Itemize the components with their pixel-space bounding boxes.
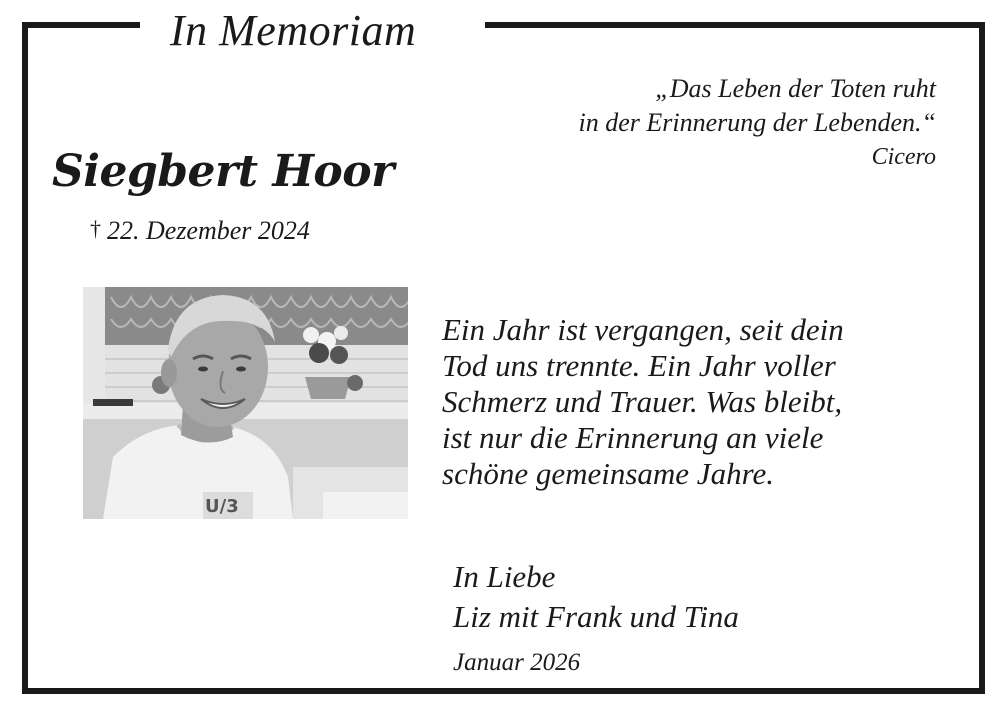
publication-date: Januar 2026 [453, 649, 581, 676]
message-line: Schmerz und Trauer. Was bleibt, [442, 384, 843, 419]
message-line: Tod uns trennte. Ein Jahr voller [442, 348, 836, 383]
death-date: 22. Dezember 2024 [107, 216, 310, 245]
deceased-name: Siegbert Hoor [52, 146, 394, 197]
closing-line: In Liebe [453, 559, 556, 594]
portrait-photo [83, 287, 408, 519]
quote-line: in der Erinnerung der Lebenden.“ [578, 108, 936, 137]
quote-block [436, 72, 936, 174]
page-title: In Memoriam [170, 6, 417, 55]
quote-author: Cicero [871, 144, 936, 170]
signatories: Liz mit Frank und Tina [453, 599, 739, 634]
memorial-message [442, 312, 962, 492]
death-date-line [90, 214, 310, 249]
message-line: ist nur die Erinnerung an viele [442, 420, 824, 455]
message-line: schöne gemeinsame Jahre. [442, 456, 774, 491]
closing-block [453, 557, 739, 637]
cross-icon: † [90, 216, 101, 241]
message-line: Ein Jahr ist vergangen, seit dein [442, 312, 844, 347]
svg-text:U/3: U/3 [205, 496, 239, 517]
portrait-photo-graphic [83, 287, 408, 519]
quote-line: „Das Leben der Toten ruht [655, 74, 936, 103]
